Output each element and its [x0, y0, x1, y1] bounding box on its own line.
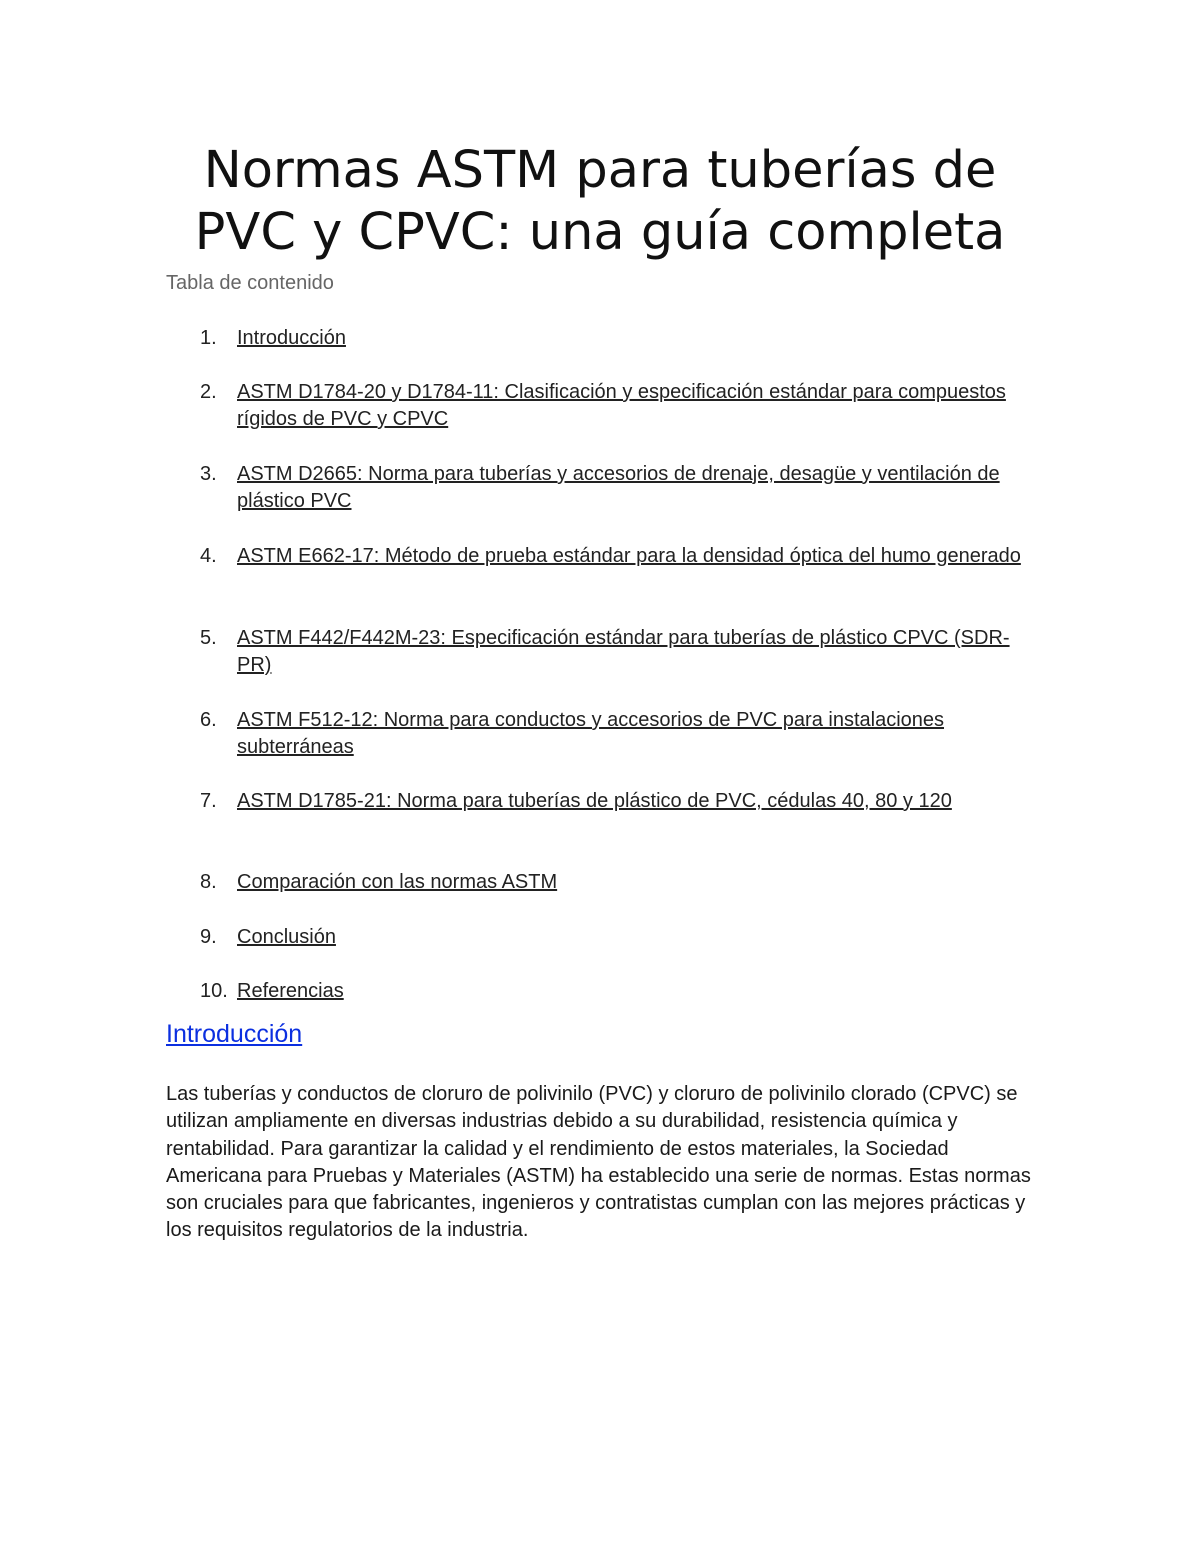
toc-number: 2.: [200, 381, 217, 403]
toc-link-comparacion[interactable]: Comparación con las normas ASTM: [237, 871, 558, 893]
toc-link-f442[interactable]: ASTM F442/F442M-23: Especificación estándar para tuberías de plástico CPVC (SDR-PR): [237, 627, 1010, 676]
document-title: Normas ASTM para tuberías de PVC y CPVC: una guía completa: [194, 141, 1006, 262]
toc-number: 4.: [200, 545, 217, 567]
toc-number: 8.: [200, 871, 217, 893]
intro-paragraph: Las tuberías y conductos de cloruro de polivinilo (PVC) y cloruro de polivinilo clorado (CPVC) se utilizan ampliamente en diversas industrias debido a su durabilidad, resistencia química y rentabilidad. Para garantizar la calidad y el rendimiento de estos materiales, la Sociedad Americana para Pruebas y Materiales (ASTM) ha establecido una serie de normas. Estas normas son cruciales para que fabricantes, ingenieros y contratistas cumplan con las mejores prácticas y los requisitos regulatorios de la industria.: [166, 1083, 1031, 1242]
toc-number: 5.: [200, 627, 217, 649]
toc-link-conclusion[interactable]: Conclusión: [237, 926, 336, 948]
toc-link-referencias[interactable]: Referencias: [237, 980, 344, 1002]
toc-number: 7.: [200, 790, 217, 812]
toc-link-d1785[interactable]: ASTM D1785-21: Norma para tuberías de plástico de PVC, cédulas 40, 80 y 120: [237, 790, 952, 812]
toc-link-introduccion[interactable]: Introducción: [237, 327, 346, 349]
toc-link-f512[interactable]: ASTM F512-12: Norma para conductos y accesorios de PVC para instalaciones subterráneas: [237, 709, 945, 758]
toc-link-e662[interactable]: ASTM E662-17: Método de prueba estándar para la densidad óptica del humo generado: [237, 545, 1021, 567]
toc-link-d2665[interactable]: ASTM D2665: Norma para tuberías y accesorios de drenaje, desagüe y ventilación de plástico PVC: [237, 463, 1000, 512]
toc-number: 10.: [200, 980, 228, 1002]
toc-number: 6.: [200, 709, 217, 731]
section-heading-introduccion[interactable]: Introducción: [166, 1020, 303, 1048]
toc-link-d1784[interactable]: ASTM D1784-20 y D1784-11: Clasificación y especificación estándar para compuestos rígidos de PVC y CPVC: [237, 381, 1006, 430]
toc-caption: Tabla de contenido: [166, 272, 334, 294]
toc-number: 1.: [200, 327, 217, 349]
toc-number: 9.: [200, 926, 217, 948]
toc-number: 3.: [200, 463, 217, 485]
